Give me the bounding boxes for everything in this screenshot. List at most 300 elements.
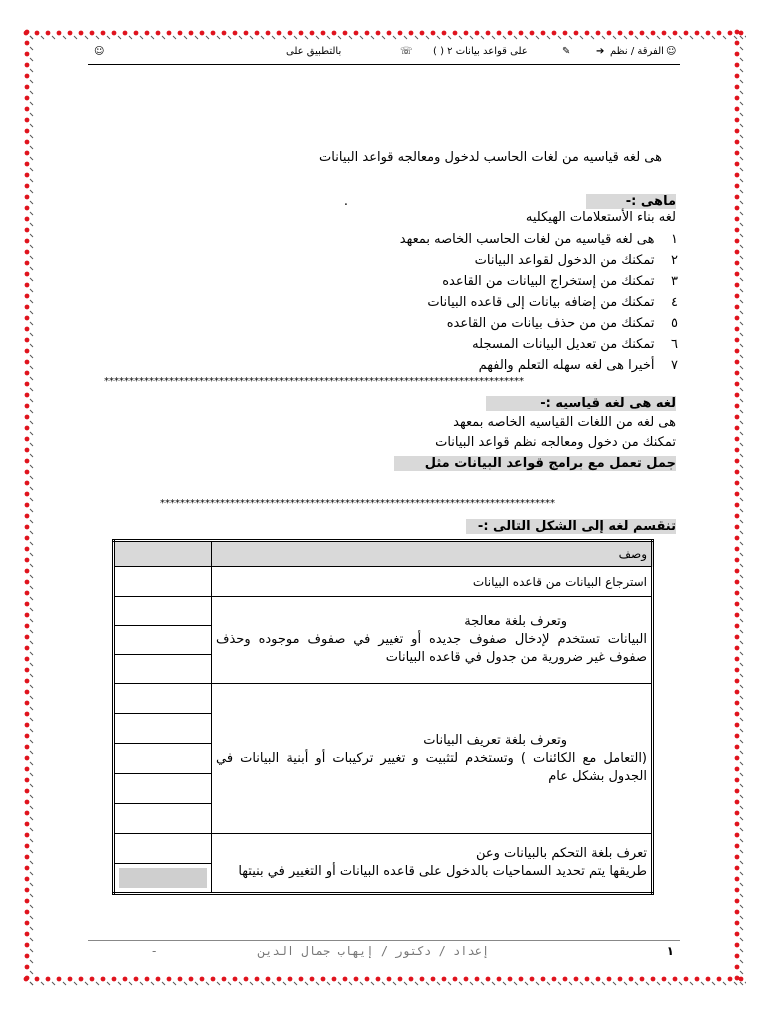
border-dot <box>735 822 740 827</box>
border-dot <box>735 107 740 112</box>
border-dot <box>288 31 293 36</box>
border-dot <box>90 977 95 982</box>
border-dot <box>25 162 30 167</box>
border-dot <box>563 31 568 36</box>
table-desc: وتعرف بلغة تعريف البيانات (التعامل مع الكائنات ) وتستخدم لتثبيت و تغيير تركيبات أو أبنية البيانات في الجدول بشكل عام <box>212 684 653 834</box>
border-dot <box>519 31 524 36</box>
table-cell <box>114 774 212 804</box>
border-tick <box>327 982 330 985</box>
border-tick <box>30 520 33 523</box>
border-tick <box>740 80 743 83</box>
border-dot <box>735 349 740 354</box>
border-tick <box>740 751 743 754</box>
border-tick <box>569 36 572 39</box>
border-tick <box>30 927 33 930</box>
border-dot <box>266 31 271 36</box>
table-header-desc: وصف <box>212 541 653 567</box>
border-tick <box>30 751 33 754</box>
border-tick <box>701 36 704 39</box>
border-dot <box>735 118 740 123</box>
intro-text: هى لغه قياسيه من لغات الحاسب لدخول ومعالجه قواعد البيانات <box>319 150 662 165</box>
border-tick <box>261 982 264 985</box>
border-dot <box>735 151 740 156</box>
border-dot <box>123 31 128 36</box>
border-tick <box>30 949 33 952</box>
border-dot <box>90 31 95 36</box>
border-tick <box>569 982 572 985</box>
border-tick <box>96 982 99 985</box>
border-dot <box>453 977 458 982</box>
border-dot <box>25 866 30 871</box>
border-tick <box>261 36 264 39</box>
border-dot <box>25 932 30 937</box>
border-tick <box>283 36 286 39</box>
border-dot <box>662 31 667 36</box>
border-dot <box>101 31 106 36</box>
border-dot <box>25 558 30 563</box>
border-dot <box>442 977 447 982</box>
border-dot <box>735 437 740 442</box>
border-dot <box>735 305 740 310</box>
border-tick <box>740 564 743 567</box>
border-dot <box>735 635 740 640</box>
border-dot <box>585 31 590 36</box>
border-dot <box>398 977 403 982</box>
border-tick <box>30 157 33 160</box>
border-dot <box>299 977 304 982</box>
border-dot <box>541 31 546 36</box>
border-dot <box>310 31 315 36</box>
border-dot <box>735 679 740 684</box>
footer-divider <box>88 940 680 941</box>
border-dot <box>134 977 139 982</box>
border-dot <box>25 481 30 486</box>
border-dot <box>25 503 30 508</box>
border-dot <box>735 250 740 255</box>
border-tick <box>393 36 396 39</box>
border-dot <box>25 712 30 717</box>
border-tick <box>740 531 743 534</box>
border-dot <box>25 536 30 541</box>
page-header <box>88 46 680 62</box>
border-dot <box>486 977 491 982</box>
phone-icon: ☏ <box>400 46 413 57</box>
border-dot <box>464 31 469 36</box>
border-dot <box>277 31 282 36</box>
border-tick <box>30 916 33 919</box>
border-tick <box>740 267 743 270</box>
border-tick <box>30 377 33 380</box>
border-tick <box>740 69 743 72</box>
section2-line3: جمل تعمل مع برامج قواعد البيانات مثل <box>394 456 676 471</box>
border-tick <box>740 102 743 105</box>
border-dot <box>735 745 740 750</box>
smile-icon-left: ☺ <box>94 46 105 57</box>
border-dot <box>365 31 370 36</box>
border-dot <box>735 206 740 211</box>
border-tick <box>740 960 743 963</box>
header-divider <box>88 64 680 65</box>
border-dot <box>321 31 326 36</box>
border-dot <box>134 31 139 36</box>
list-item: ٢ تمكنك من الدخول لقواعد البيانات <box>474 253 678 268</box>
border-tick <box>30 971 33 974</box>
border-tick <box>338 36 341 39</box>
border-dot <box>519 977 524 982</box>
border-dot <box>735 811 740 816</box>
border-tick <box>360 982 363 985</box>
border-dot <box>167 31 172 36</box>
border-dot <box>735 866 740 871</box>
border-dot <box>735 228 740 233</box>
border-dot <box>25 382 30 387</box>
border-tick <box>30 696 33 699</box>
border-dot <box>735 723 740 728</box>
border-tick <box>30 740 33 743</box>
border-tick <box>327 36 330 39</box>
border-dot <box>25 283 30 288</box>
list-item: ٦ تمكنك من تعديل البيانات المسجله <box>472 337 678 352</box>
border-dot <box>420 977 425 982</box>
border-dot <box>25 30 30 35</box>
border-tick <box>740 773 743 776</box>
border-tick <box>30 300 33 303</box>
section2-line2: تمكنك من دخول ومعالجه نظم قواعد البيانات <box>435 435 676 450</box>
border-dot <box>735 932 740 937</box>
border-tick <box>382 36 385 39</box>
border-dot <box>618 977 623 982</box>
border-tick <box>740 311 743 314</box>
section2-title: لغه هى لغه قياسيه :- <box>486 396 676 411</box>
border-dot <box>68 31 73 36</box>
border-tick <box>426 982 429 985</box>
border-tick <box>41 36 44 39</box>
border-dot <box>25 448 30 453</box>
table-cell <box>114 684 212 714</box>
border-dot <box>25 294 30 299</box>
border-dot <box>735 261 740 266</box>
border-tick <box>30 102 33 105</box>
border-tick <box>580 982 583 985</box>
border-dot <box>25 525 30 530</box>
footer-dash: - <box>152 944 157 958</box>
border-dot <box>25 437 30 442</box>
border-dot <box>735 492 740 497</box>
border-tick <box>668 36 671 39</box>
border-tick <box>272 36 275 39</box>
border-tick <box>740 377 743 380</box>
border-dot <box>25 580 30 585</box>
border-tick <box>404 982 407 985</box>
border-dot <box>574 977 579 982</box>
border-tick <box>184 36 187 39</box>
border-dot <box>735 569 740 574</box>
border-tick <box>206 36 209 39</box>
border-dot <box>25 591 30 596</box>
border-dot <box>25 272 30 277</box>
border-tick <box>723 982 726 985</box>
border-tick <box>635 982 638 985</box>
border-dot <box>101 977 106 982</box>
border-tick <box>30 36 33 39</box>
border-dot <box>431 31 436 36</box>
border-dot <box>735 239 740 244</box>
border-dot <box>25 96 30 101</box>
border-dot <box>25 646 30 651</box>
border-tick <box>30 619 33 622</box>
table-desc: وتعرف بلغة معالجة البيانات تستخدم لإدخال صفوف جديده أو تغيير في صفوف موجوده وحذف صفوف غير ضرورية من جدول في قاعده البيانات <box>212 597 653 684</box>
border-tick <box>602 36 605 39</box>
border-tick <box>30 729 33 732</box>
border-tick <box>740 245 743 248</box>
border-dot <box>25 635 30 640</box>
border-tick <box>740 168 743 171</box>
border-dot <box>735 393 740 398</box>
border-dot <box>530 31 535 36</box>
border-dot <box>167 977 172 982</box>
border-dot <box>25 921 30 926</box>
border-tick <box>173 982 176 985</box>
border-tick <box>63 36 66 39</box>
border-tick <box>448 982 451 985</box>
border-dot <box>376 977 381 982</box>
border-tick <box>30 707 33 710</box>
border-dot <box>25 151 30 156</box>
border-dot <box>735 30 740 35</box>
border-dot <box>618 31 623 36</box>
border-tick <box>536 36 539 39</box>
border-tick <box>470 36 473 39</box>
border-tick <box>228 36 231 39</box>
border-dot <box>178 977 183 982</box>
border-tick <box>740 927 743 930</box>
border-tick <box>30 256 33 259</box>
border-tick <box>740 487 743 490</box>
border-dot <box>735 888 740 893</box>
border-tick <box>294 982 297 985</box>
border-tick <box>536 982 539 985</box>
border-dot <box>508 31 513 36</box>
border-dot <box>530 977 535 982</box>
border-tick <box>294 36 297 39</box>
table-cell <box>114 804 212 834</box>
border-dot <box>735 481 740 486</box>
border-dot <box>25 965 30 970</box>
border-dot <box>123 977 128 982</box>
border-dot <box>25 470 30 475</box>
border-tick <box>740 729 743 732</box>
border-dot <box>398 31 403 36</box>
border-tick <box>558 982 561 985</box>
border-tick <box>30 333 33 336</box>
list-item: ١ هى لغه قياسيه من لغات الحاسب الخاصه بمعهد <box>399 232 678 247</box>
border-tick <box>30 883 33 886</box>
border-tick <box>668 982 671 985</box>
border-tick <box>30 311 33 314</box>
border-tick <box>316 36 319 39</box>
border-dot <box>735 140 740 145</box>
border-dot <box>25 426 30 431</box>
border-dot <box>25 668 30 673</box>
border-dot <box>486 31 491 36</box>
border-dot <box>25 261 30 266</box>
border-tick <box>30 674 33 677</box>
border-tick <box>740 223 743 226</box>
section1-title: ماهى :- <box>586 194 676 209</box>
border-tick <box>613 982 616 985</box>
border-tick <box>740 432 743 435</box>
border-tick <box>740 685 743 688</box>
border-tick <box>96 36 99 39</box>
border-tick <box>740 520 743 523</box>
border-dot <box>200 31 205 36</box>
border-tick <box>30 47 33 50</box>
border-dot <box>387 31 392 36</box>
border-dot <box>25 778 30 783</box>
border-dot <box>25 514 30 519</box>
list-item: ٤ تمكنك من إضافه بيانات إلى قاعده البيانات <box>427 295 678 310</box>
border-dot <box>735 602 740 607</box>
border-tick <box>52 982 55 985</box>
border-tick <box>74 36 77 39</box>
border-tick <box>740 663 743 666</box>
border-tick <box>30 135 33 138</box>
border-tick <box>426 36 429 39</box>
border-tick <box>30 531 33 534</box>
border-dot <box>735 360 740 365</box>
border-tick <box>30 498 33 501</box>
border-tick <box>740 630 743 633</box>
border-dot <box>25 195 30 200</box>
border-dot <box>735 404 740 409</box>
border-dot <box>735 646 740 651</box>
border-dot <box>607 977 612 982</box>
border-tick <box>740 619 743 622</box>
border-dot <box>25 217 30 222</box>
border-tick <box>30 124 33 127</box>
border-dot <box>25 976 30 981</box>
border-dot <box>25 547 30 552</box>
border-tick <box>740 938 743 941</box>
border-dot <box>244 977 249 982</box>
smile-icon-right: ☺ <box>666 46 677 57</box>
border-tick <box>30 234 33 237</box>
border-dot <box>25 833 30 838</box>
border-tick <box>140 36 143 39</box>
border-tick <box>701 982 704 985</box>
border-tick <box>393 982 396 985</box>
border-tick <box>481 36 484 39</box>
border-dot <box>735 85 740 90</box>
border-tick <box>30 267 33 270</box>
border-tick <box>613 36 616 39</box>
border-tick <box>30 355 33 358</box>
border-tick <box>740 113 743 116</box>
border-dot <box>25 107 30 112</box>
border-tick <box>162 982 165 985</box>
border-tick <box>580 36 583 39</box>
border-tick <box>184 982 187 985</box>
border-tick <box>740 300 743 303</box>
border-dot <box>145 977 150 982</box>
border-dot <box>189 977 194 982</box>
dotted-border-left <box>22 28 36 988</box>
border-dot <box>735 668 740 673</box>
border-tick <box>459 982 462 985</box>
border-dot <box>735 525 740 530</box>
border-dot <box>79 977 84 982</box>
border-tick <box>30 839 33 842</box>
border-tick <box>74 982 77 985</box>
border-tick <box>30 410 33 413</box>
border-tick <box>30 278 33 281</box>
border-tick <box>624 982 627 985</box>
border-tick <box>740 762 743 765</box>
border-tick <box>740 828 743 831</box>
border-tick <box>382 982 385 985</box>
border-dot <box>735 371 740 376</box>
dotted-border-top <box>22 28 746 42</box>
border-dot <box>25 349 30 354</box>
border-dot <box>25 228 30 233</box>
border-tick <box>740 971 743 974</box>
border-tick <box>514 36 517 39</box>
border-dot <box>735 558 740 563</box>
border-dot <box>25 745 30 750</box>
border-tick <box>740 586 743 589</box>
border-dot <box>25 899 30 904</box>
border-dot <box>25 954 30 959</box>
border-dot <box>25 173 30 178</box>
border-tick <box>646 982 649 985</box>
border-dot <box>735 767 740 772</box>
border-tick <box>173 36 176 39</box>
border-tick <box>30 399 33 402</box>
border-tick <box>30 784 33 787</box>
border-dot <box>25 844 30 849</box>
sql-categories-table <box>112 539 654 895</box>
border-dot <box>735 173 740 178</box>
border-tick <box>712 36 715 39</box>
list-item: ٧ أخيرا هى لغه سهله التعلم والفهم <box>478 358 678 373</box>
page-footer <box>88 944 680 960</box>
border-tick <box>30 454 33 457</box>
border-tick <box>740 333 743 336</box>
border-dot <box>200 977 205 982</box>
border-tick <box>740 575 743 578</box>
border-dot <box>596 31 601 36</box>
border-tick <box>52 36 55 39</box>
border-tick <box>30 179 33 182</box>
border-dot <box>288 977 293 982</box>
border-dot <box>332 977 337 982</box>
border-dot <box>255 977 260 982</box>
border-dot <box>706 977 711 982</box>
dot: . <box>343 194 348 209</box>
dotted-border-bottom <box>22 974 746 988</box>
border-tick <box>740 894 743 897</box>
border-tick <box>107 36 110 39</box>
table-cell <box>114 597 212 626</box>
section2-line1: هى لغه من اللغات القياسيه الخاصه بمعهد <box>453 415 676 430</box>
border-dot <box>735 448 740 453</box>
border-tick <box>338 982 341 985</box>
border-dot <box>706 31 711 36</box>
border-dot <box>585 977 590 982</box>
border-dot <box>735 712 740 717</box>
border-tick <box>118 36 121 39</box>
border-dot <box>25 206 30 211</box>
